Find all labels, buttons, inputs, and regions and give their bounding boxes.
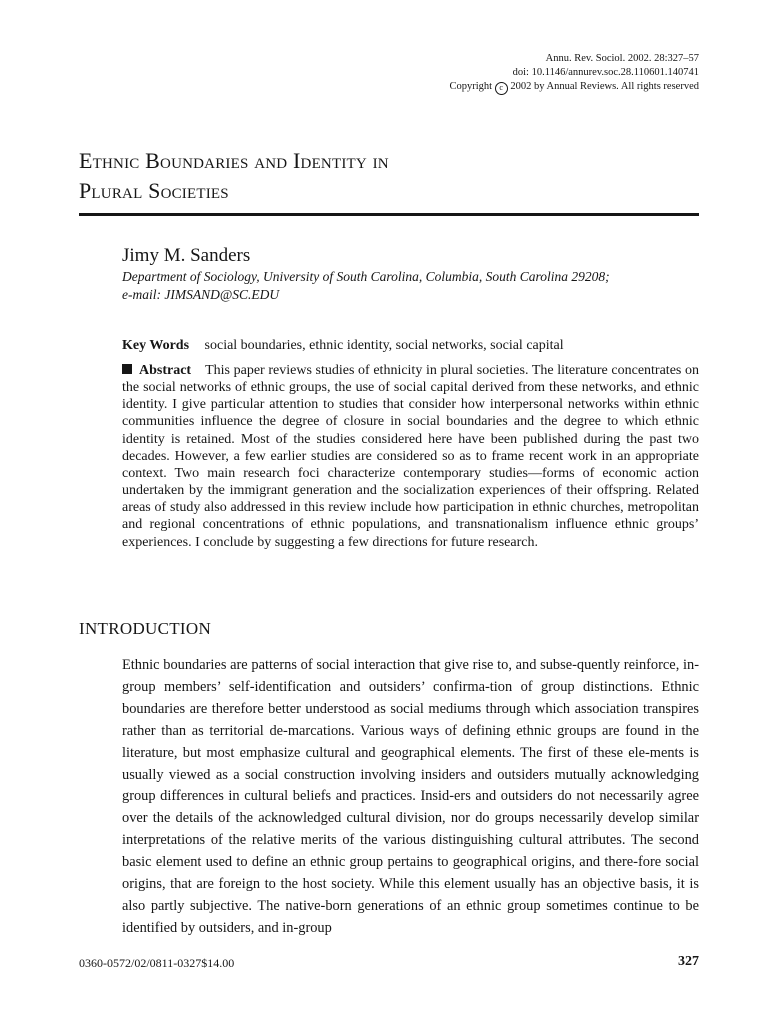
title-line-1: Ethnic Boundaries and Identity in xyxy=(79,148,389,173)
journal-citation: Annu. Rev. Sociol. 2002. 28:327–57 xyxy=(545,53,699,64)
doi-line: doi: 10.1146/annurev.soc.28.110601.140741 xyxy=(512,67,699,78)
keywords-list: social boundaries, ethnic identity, social networks, social capital xyxy=(204,338,564,353)
citation-header xyxy=(299,52,699,95)
title-line-2: Plural Societies xyxy=(79,178,229,203)
article-title xyxy=(79,146,699,206)
author-name: Jimy M. Sanders xyxy=(122,245,251,266)
copyright-prefix: Copyright xyxy=(449,81,493,92)
title-divider xyxy=(79,213,699,216)
affiliation-email: e-mail: JIMSAND@SC.EDU xyxy=(122,286,280,302)
section-heading: INTRODUCTION xyxy=(79,619,212,638)
page-number: 327 xyxy=(678,954,699,969)
body-paragraph: Ethnic boundaries are patterns of social interaction that give rise to, and subse-quently reinforce, in-group members’ self-identification and outsiders’ confirma-tion of group distinctions. Ethnic boundaries are therefore better understood as social mediums through which association transpires rather than as territorial de-marcations. Various ways of defining ethnic groups are found in the literature, but most emphasize cultural and geographical elements. The first of these ele-ments is usually viewed as a social construction involving insiders and outsiders mutually acknowledging group differences in cultural beliefs and practices. Insid-ers and outsiders do not necessarily agree over the details of the acknowledged cultural division, nor do groups necessarily develop similar interpretations of the relative merits of the various distinguishing cultural attributes. The second basic element used to define an ethnic group pertains to geographical origins, and there-fore social origins, that are foreign to the host society. While this element usually has an objective basis, it is also partly subjective. The native-born generations of an ethnic group sometimes continue to be identified by outsiders, and in-group xyxy=(122,657,699,936)
footer-code: 0360-0572/02/0811-0327$14.00 xyxy=(79,956,235,970)
affiliation-line-1: Department of Sociology, University of South Carolina, Columbia, South Carolina 29208; xyxy=(122,269,610,284)
abstract-bullet-icon xyxy=(122,364,132,374)
abstract-block xyxy=(122,362,699,551)
copyright-icon: c xyxy=(495,82,508,95)
author-affiliation xyxy=(122,268,702,303)
copyright-suffix: 2002 by Annual Reviews. All rights reserved xyxy=(510,81,699,92)
abstract-label: Abstract xyxy=(139,363,192,378)
keywords-block xyxy=(122,337,702,355)
keywords-label: Key Words xyxy=(122,338,190,353)
copyright-line xyxy=(299,80,699,95)
abstract-text: This paper reviews studies of ethnicity in plural societies. The literature concentrates on the social networks of ethnic groups, the use of social capital derived from these networks, and ethnic identity. I give particular attention to studies that consider how interpersonal networks within ethnic communities influence the degree of closure in social boundaries and the degree to which ethnic identity is retained. Most of the studies considered here have been published during the past two decades. However, a few earlier studies are considered so as to frame recent work in an appropriate context. Two main research foci characterize contemporary studies—forms of economic action undertaken by the immigrant generation and the socialization experiences of their offspring. Related areas of study also addressed in this review include how participation in ethnic churches, metropolitan and regional concentrations of ethnic populations, and transnationalism influence ethnic groups’ experiences. I conclude by suggesting a few directions for future research. xyxy=(122,363,699,550)
